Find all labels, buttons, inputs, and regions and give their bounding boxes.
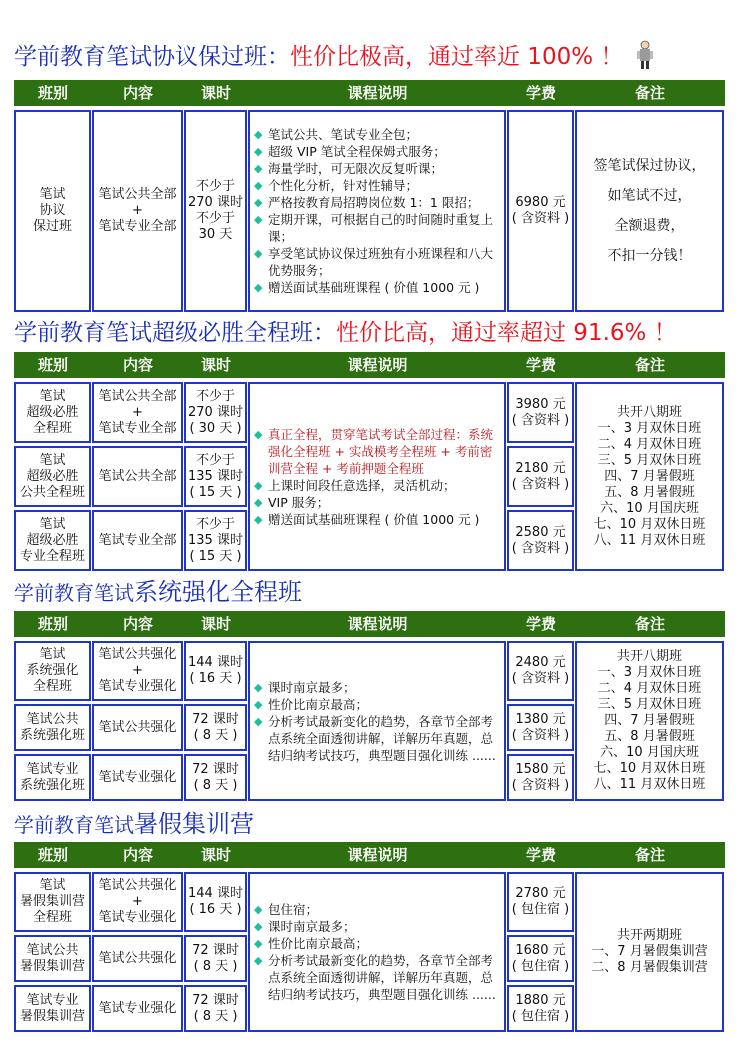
table-cell: 笔试专业强化: [92, 985, 183, 1032]
table-cell: 2480 元 ( 含资料 ): [507, 641, 574, 701]
header-description: 课程说明: [347, 846, 408, 864]
person-icon: [637, 40, 653, 75]
table-cell: 2180 元 ( 含资料 ): [507, 446, 574, 507]
header-fee: 学费: [525, 615, 556, 633]
diamond-icon: ◆: [254, 697, 263, 711]
diamond-icon: ◆: [254, 680, 263, 694]
section4-title: 学前教育笔试暑假集训营: [14, 810, 254, 838]
section3-title: 学前教育笔试系统强化全程班: [14, 578, 302, 606]
diamond-icon: ◆: [254, 213, 263, 226]
table-cell: 笔试公共强化: [92, 704, 183, 751]
description-cell: ◆ 课时南京最多； ◆ 性价比南京最高； ◆ 分析考试最新变化的趋势，各章节全部考点系统全面透彻讲解，详解历年真题，总结归纳考试技巧，典型题目强化训练 ......: [248, 641, 506, 801]
table-cell: 不少于 270 课时 ( 30 天 ): [184, 382, 247, 443]
diamond-icon: ◆: [254, 495, 263, 509]
table-cell: 笔试公共全部: [92, 446, 183, 507]
table-cell: 笔试 超级必胜 全程班: [14, 382, 91, 443]
table-cell: 笔试公共强化 + 笔试专业强化: [92, 641, 183, 701]
table-cell: 笔试 暑假集训营 全程班: [14, 872, 91, 932]
diamond-icon: ◆: [254, 162, 263, 175]
diamond-icon: ◆: [254, 937, 263, 950]
table-cell: 笔试公共 系统强化班: [14, 704, 91, 751]
remark-cell: 共开八期班 一、3 月双休日班 二、4 月双休日班 三、5 月双休日班 四、7 月暑假班 五、8 月暑假班 六、10 月国庆班 七、10 月双休日班 八、11 月双休日班: [575, 641, 724, 801]
table-cell: 笔试 超级必胜 公共全程班: [14, 446, 91, 507]
header-remark: 备注: [634, 84, 665, 102]
table-cell: 笔试专业全部: [92, 510, 183, 571]
description-cell: ◆ 真正全程，贯穿笔试考试全部过程：系统强化全程班 + 实战模考全程班 + 考前密训营全程 + 考前押题全程班 ◆ 上课时间段任意选择，灵活机动； ◆ VIP 服务； ◆ 赠送面试基础班课程 ( 价值 1000 元 ): [248, 382, 506, 571]
table-cell: 72 课时 ( 8 天 ): [184, 935, 247, 982]
table-cell: 笔试公共全部 + 笔试专业全部: [92, 110, 183, 312]
header-hours: 课时: [200, 615, 231, 633]
table-cell: 笔试公共强化: [92, 935, 183, 982]
table4: [14, 872, 725, 1035]
diamond-icon: ◆: [254, 196, 263, 209]
diamond-icon: ◆: [254, 128, 263, 141]
table1: [14, 110, 725, 315]
header-remark: 备注: [634, 846, 665, 864]
table-cell: 1880 元 ( 包住宿 ): [507, 985, 574, 1032]
table-cell: 不少于 135 课时 ( 15 天 ): [184, 510, 247, 571]
table-cell: 不少于 135 课时 ( 15 天 ): [184, 446, 247, 507]
remark-cell: 签笔试保过协议， 如笔试不过， 全额退费， 不扣一分钱！: [575, 110, 724, 312]
header-hours: 课时: [200, 84, 231, 102]
table3: [14, 641, 725, 804]
header-remark: 备注: [634, 356, 665, 374]
diamond-icon: ◆: [254, 145, 263, 158]
header-hours: 课时: [200, 846, 231, 864]
table-cell: 笔试专业 系统强化班: [14, 754, 91, 801]
header-content: 内容: [122, 615, 153, 633]
diamond-icon: ◆: [254, 920, 263, 933]
header-content: 内容: [122, 84, 153, 102]
table2-header: [14, 352, 725, 378]
diamond-icon: ◆: [254, 714, 263, 728]
table-cell: 144 课时 ( 16 天 ): [184, 641, 247, 701]
table-cell: 1680 元 ( 包住宿 ): [507, 935, 574, 982]
table-cell: 6980 元 ( 含资料 ): [507, 110, 574, 312]
table-cell: 3980 元 ( 含资料 ): [507, 382, 574, 443]
diamond-icon: ◆: [254, 281, 263, 294]
header-remark: 备注: [634, 615, 665, 633]
table-cell: 笔试公共 暑假集训营: [14, 935, 91, 982]
diamond-icon: ◆: [254, 512, 263, 526]
table-cell: 笔试公共强化 + 笔试专业强化: [92, 872, 183, 932]
table1-header: [14, 80, 725, 106]
header-description: 课程说明: [347, 615, 408, 633]
header-description: 课程说明: [347, 84, 408, 102]
table-cell: 72 课时 ( 8 天 ): [184, 985, 247, 1032]
diamond-icon: ◆: [254, 478, 263, 492]
header-description: 课程说明: [347, 356, 408, 374]
diamond-icon: ◆: [254, 427, 263, 441]
table3-header: [14, 611, 725, 637]
table4-header: [14, 842, 725, 868]
table-cell: 笔试 超级必胜 专业全程班: [14, 510, 91, 571]
table-cell: 72 课时 ( 8 天 ): [184, 704, 247, 751]
table-cell: 笔试公共全部 + 笔试专业全部: [92, 382, 183, 443]
table-cell: 1380 元 ( 含资料 ): [507, 704, 574, 751]
remark-cell: 共开两期班 一、7 月暑假集训营 二、8 月暑假集训营: [575, 872, 724, 1032]
diamond-icon: ◆: [254, 954, 263, 967]
diamond-icon: ◆: [254, 179, 263, 192]
table-cell: 2580 元 ( 含资料 ): [507, 510, 574, 571]
description-cell: ◆ 包住宿； ◆ 课时南京最多； ◆ 性价比南京最高； ◆ 分析考试最新变化的趋势，各章节全部考点系统全面透彻讲解，详解历年真题，总结归纳考试技巧，典型题目强化训练 ......: [248, 872, 506, 1032]
header-class: 班别: [37, 615, 68, 633]
header-fee: 学费: [525, 846, 556, 864]
header-content: 内容: [122, 356, 153, 374]
header-class: 班别: [37, 84, 68, 102]
description-cell: ◆ 笔试公共、笔试专业全包； ◆ 超级 VIP 笔试全程保姆式服务； ◆ 海量学时，可无限次反复听课； ◆ 个性化分析，针对性辅导； ◆ 严格按教育局招聘岗位数 1：1 限招； ◆ 定期开课，可根据自己的时间随时重复上课； ◆ 享受笔试协议保过班独有小班课程和八大优势服务； ◆ 赠送面试基础班课程 ( 价值 1000 元 ): [248, 110, 506, 312]
table2: [14, 382, 725, 574]
table-cell: 72 课时 ( 8 天 ): [184, 754, 247, 801]
table-cell: 笔试专业强化: [92, 754, 183, 801]
table-cell: 1580 元 ( 含资料 ): [507, 754, 574, 801]
section1-title: 学前教育笔试协议保过班：性价比极高，通过率近 100% ！: [14, 40, 653, 75]
header-class: 班别: [37, 356, 68, 374]
table-cell: 2780 元 ( 包住宿 ): [507, 872, 574, 932]
table-cell: 不少于 270 课时 不少于 30 天: [184, 110, 247, 312]
header-class: 班别: [37, 846, 68, 864]
header-content: 内容: [122, 846, 153, 864]
section2-title: 学前教育笔试超级必胜全程班：性价比高，通过率超过 91.6% ！: [14, 320, 677, 346]
table-cell: 笔试 协议 保过班: [14, 110, 91, 312]
table-cell: 144 课时 ( 16 天 ): [184, 872, 247, 932]
header-fee: 学费: [525, 356, 556, 374]
header-fee: 学费: [525, 84, 556, 102]
table-cell: 笔试 系统强化 全程班: [14, 641, 91, 701]
header-hours: 课时: [200, 356, 231, 374]
remark-cell: 共开八期班 一、3 月双休日班 二、4 月双休日班 三、5 月双休日班 四、7 月暑假班 五、8 月暑假班 六、10 月国庆班 七、10 月双休日班 八、11 月双休日班: [575, 382, 724, 571]
diamond-icon: ◆: [254, 247, 263, 260]
table-cell: 笔试专业 暑假集训营: [14, 985, 91, 1032]
diamond-icon: ◆: [254, 903, 263, 916]
